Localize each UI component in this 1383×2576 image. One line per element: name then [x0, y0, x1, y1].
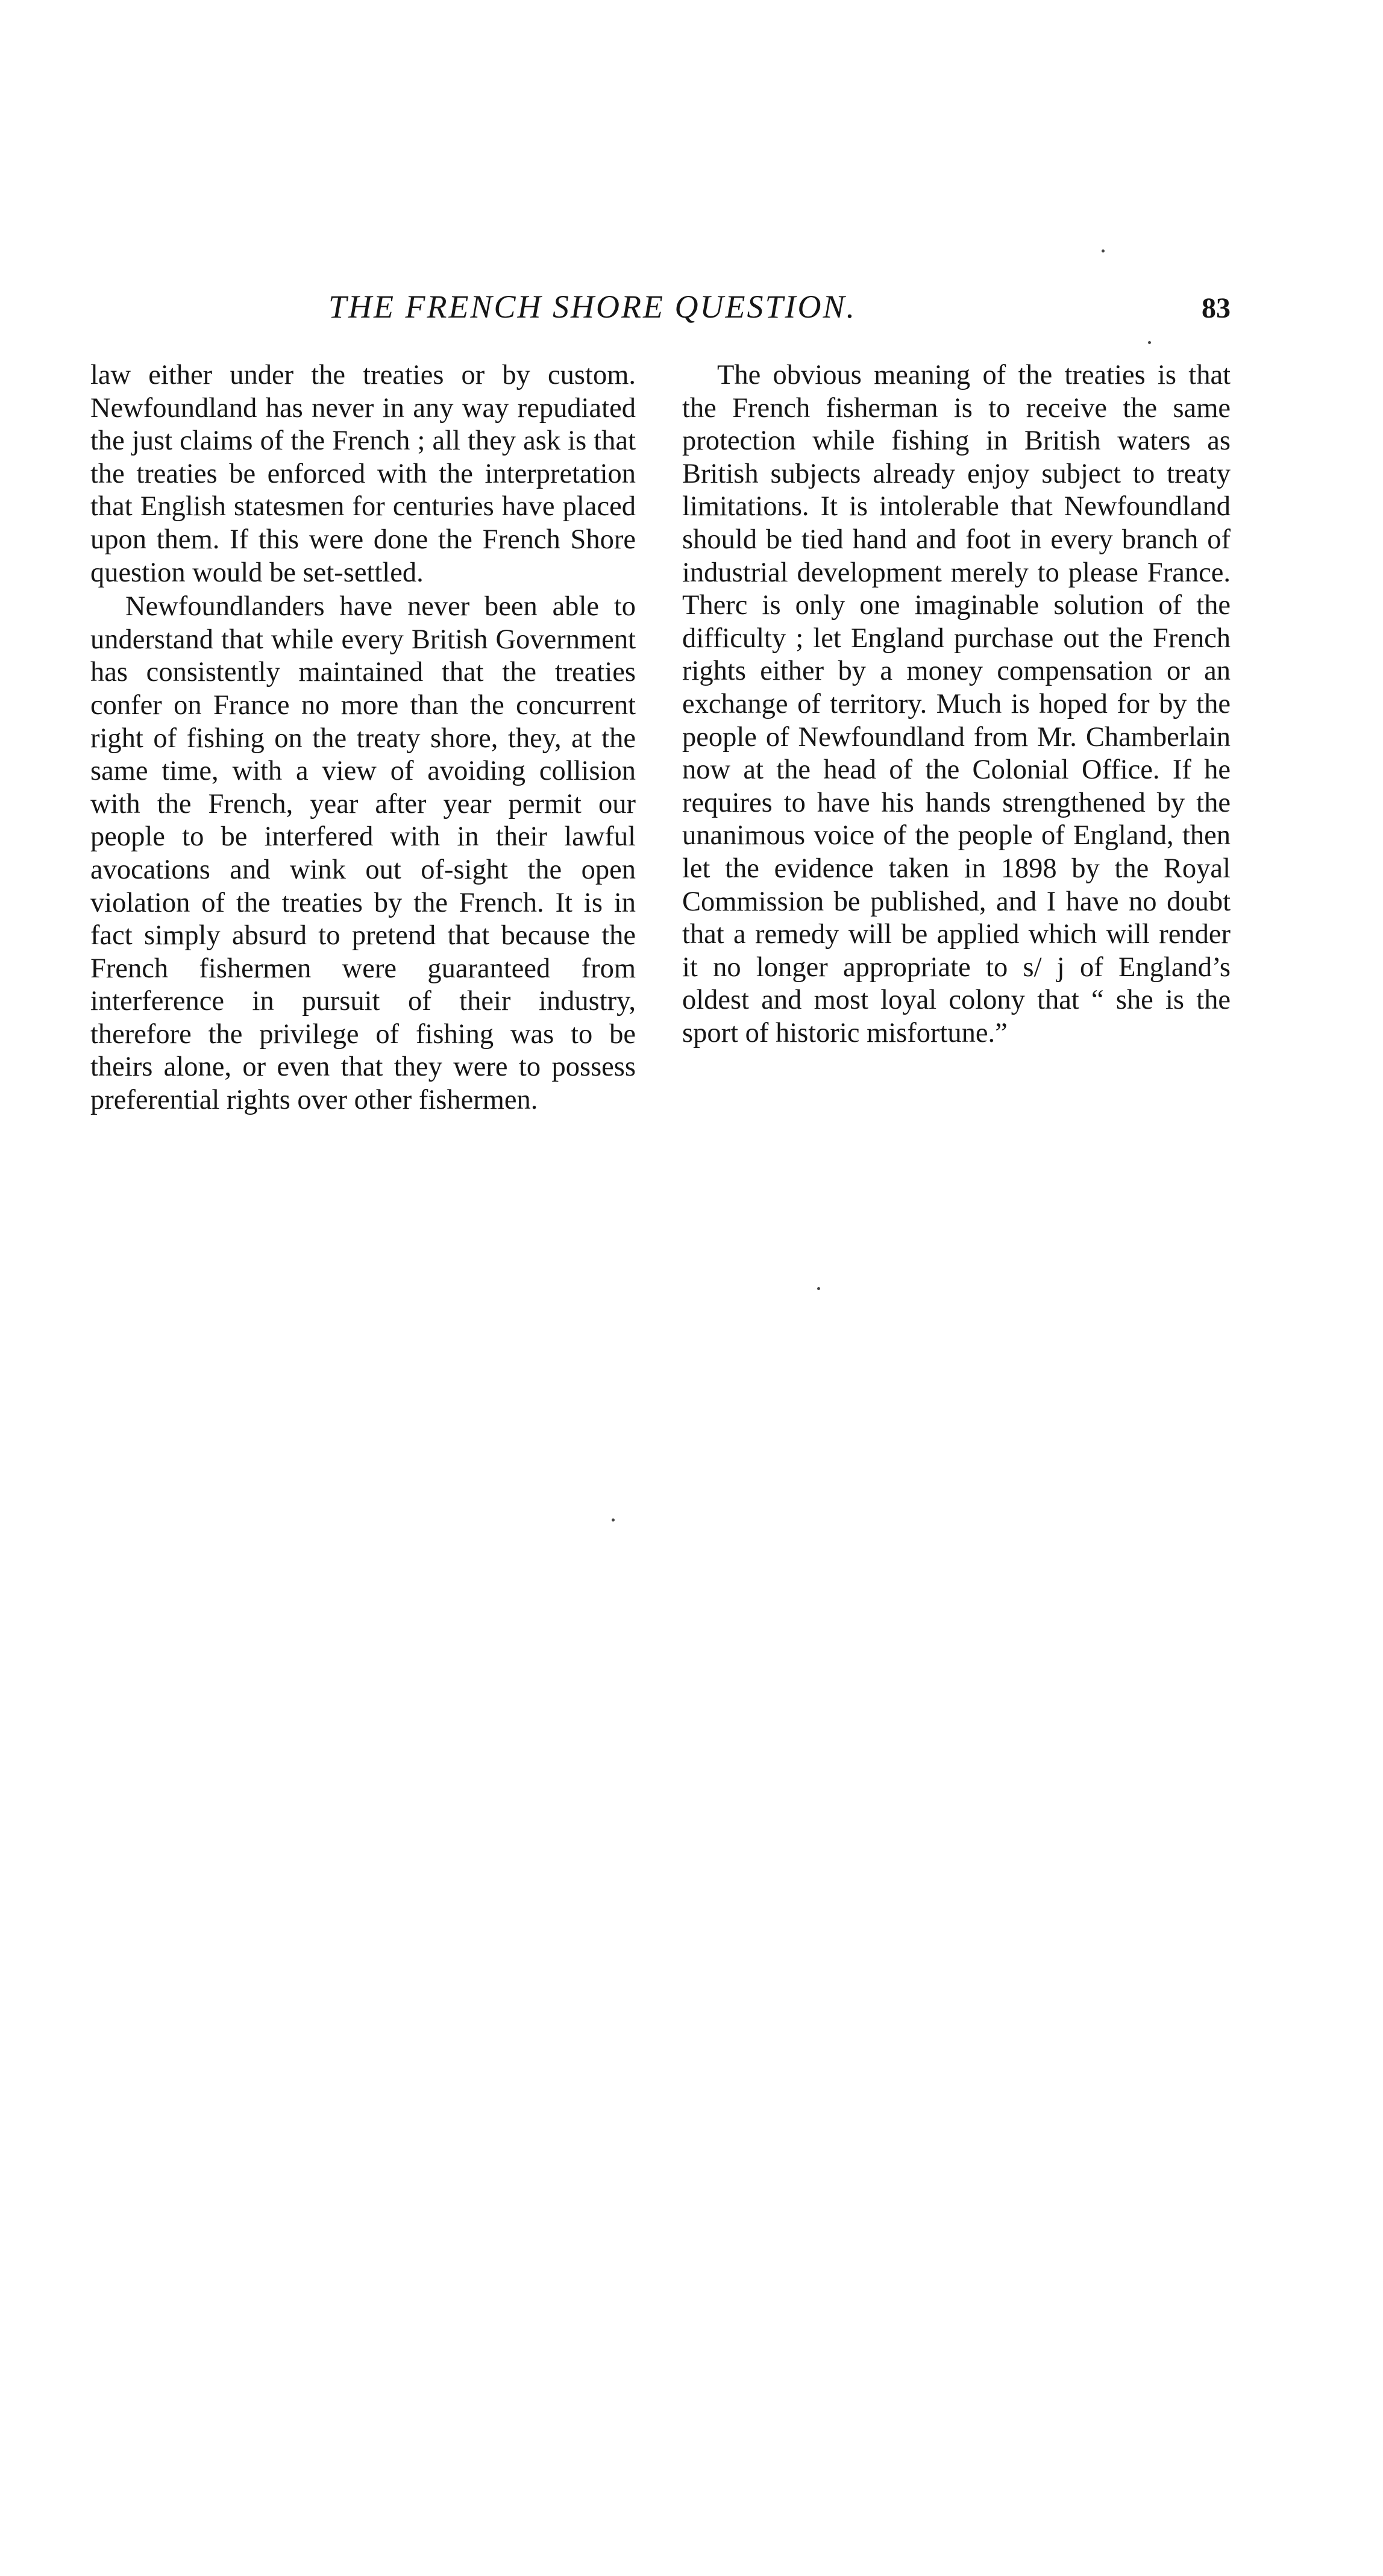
right-text-column [682, 359, 1231, 1050]
print-speck [817, 1287, 820, 1290]
page-number: 83 [1202, 292, 1231, 324]
left-text-column [90, 359, 636, 1117]
paragraph: Newfoundlanders have never been able to understand that while every British Government has consistently maintained that the treaties confer on France no more than the concurrent right of fishing on the treaty shore, they, at the same time, with a view of avoiding collision with the French, year after year permit our people to be interfered with in their lawful avocations and wink out of-sight the open violation of the treaties by the French. It is in fact simply absurd to pretend that because the French fishermen were guaranteed from interference in pursuit of their industry, therefore the privilege of fishing was to be theirs alone, or even that they were to possess preferential rights over other fishermen. [90, 591, 636, 1116]
running-title: THE FRENCH SHORE QUESTION. [328, 289, 856, 325]
paragraph: law either under the treaties or by custom. Newfoundland has never in any way repudiated the just claims of the French ; all they ask is that the treaties be enforced with the interpretation that English statesmen for centuries have placed upon them. If this were done the French Shore question would be set-settled. [90, 360, 636, 588]
running-header [90, 288, 1231, 336]
print-speck [1102, 249, 1105, 252]
print-speck [612, 1518, 615, 1521]
paragraph: The obvious meaning of the treaties is that the French fisherman is to receive the same protection while fishing in British waters as British subjects already enjoy subject to treaty limitations. It is intolerable that Newfoundland should be tied hand and foot in every branch of industrial development merely to please France. Therc is only one imaginable solution of the difficulty ; let England purchase out the French rights either by a money compensation or an exchange of territory. Much is hoped for by the people of Newfoundland from Mr. Chamberlain now at the head of the Colonial Office. If he requires to have his hands strengthened by the unanimous voice of the people of England, then let the evidence taken in 1898 by the Royal Commission be published, and I have no doubt that a remedy will be applied which will render it no longer appropriate to s/ j of England’s oldest and most loyal colony that “ she is the sport of historic misfortune.” [682, 360, 1231, 1048]
print-speck [1148, 341, 1151, 344]
